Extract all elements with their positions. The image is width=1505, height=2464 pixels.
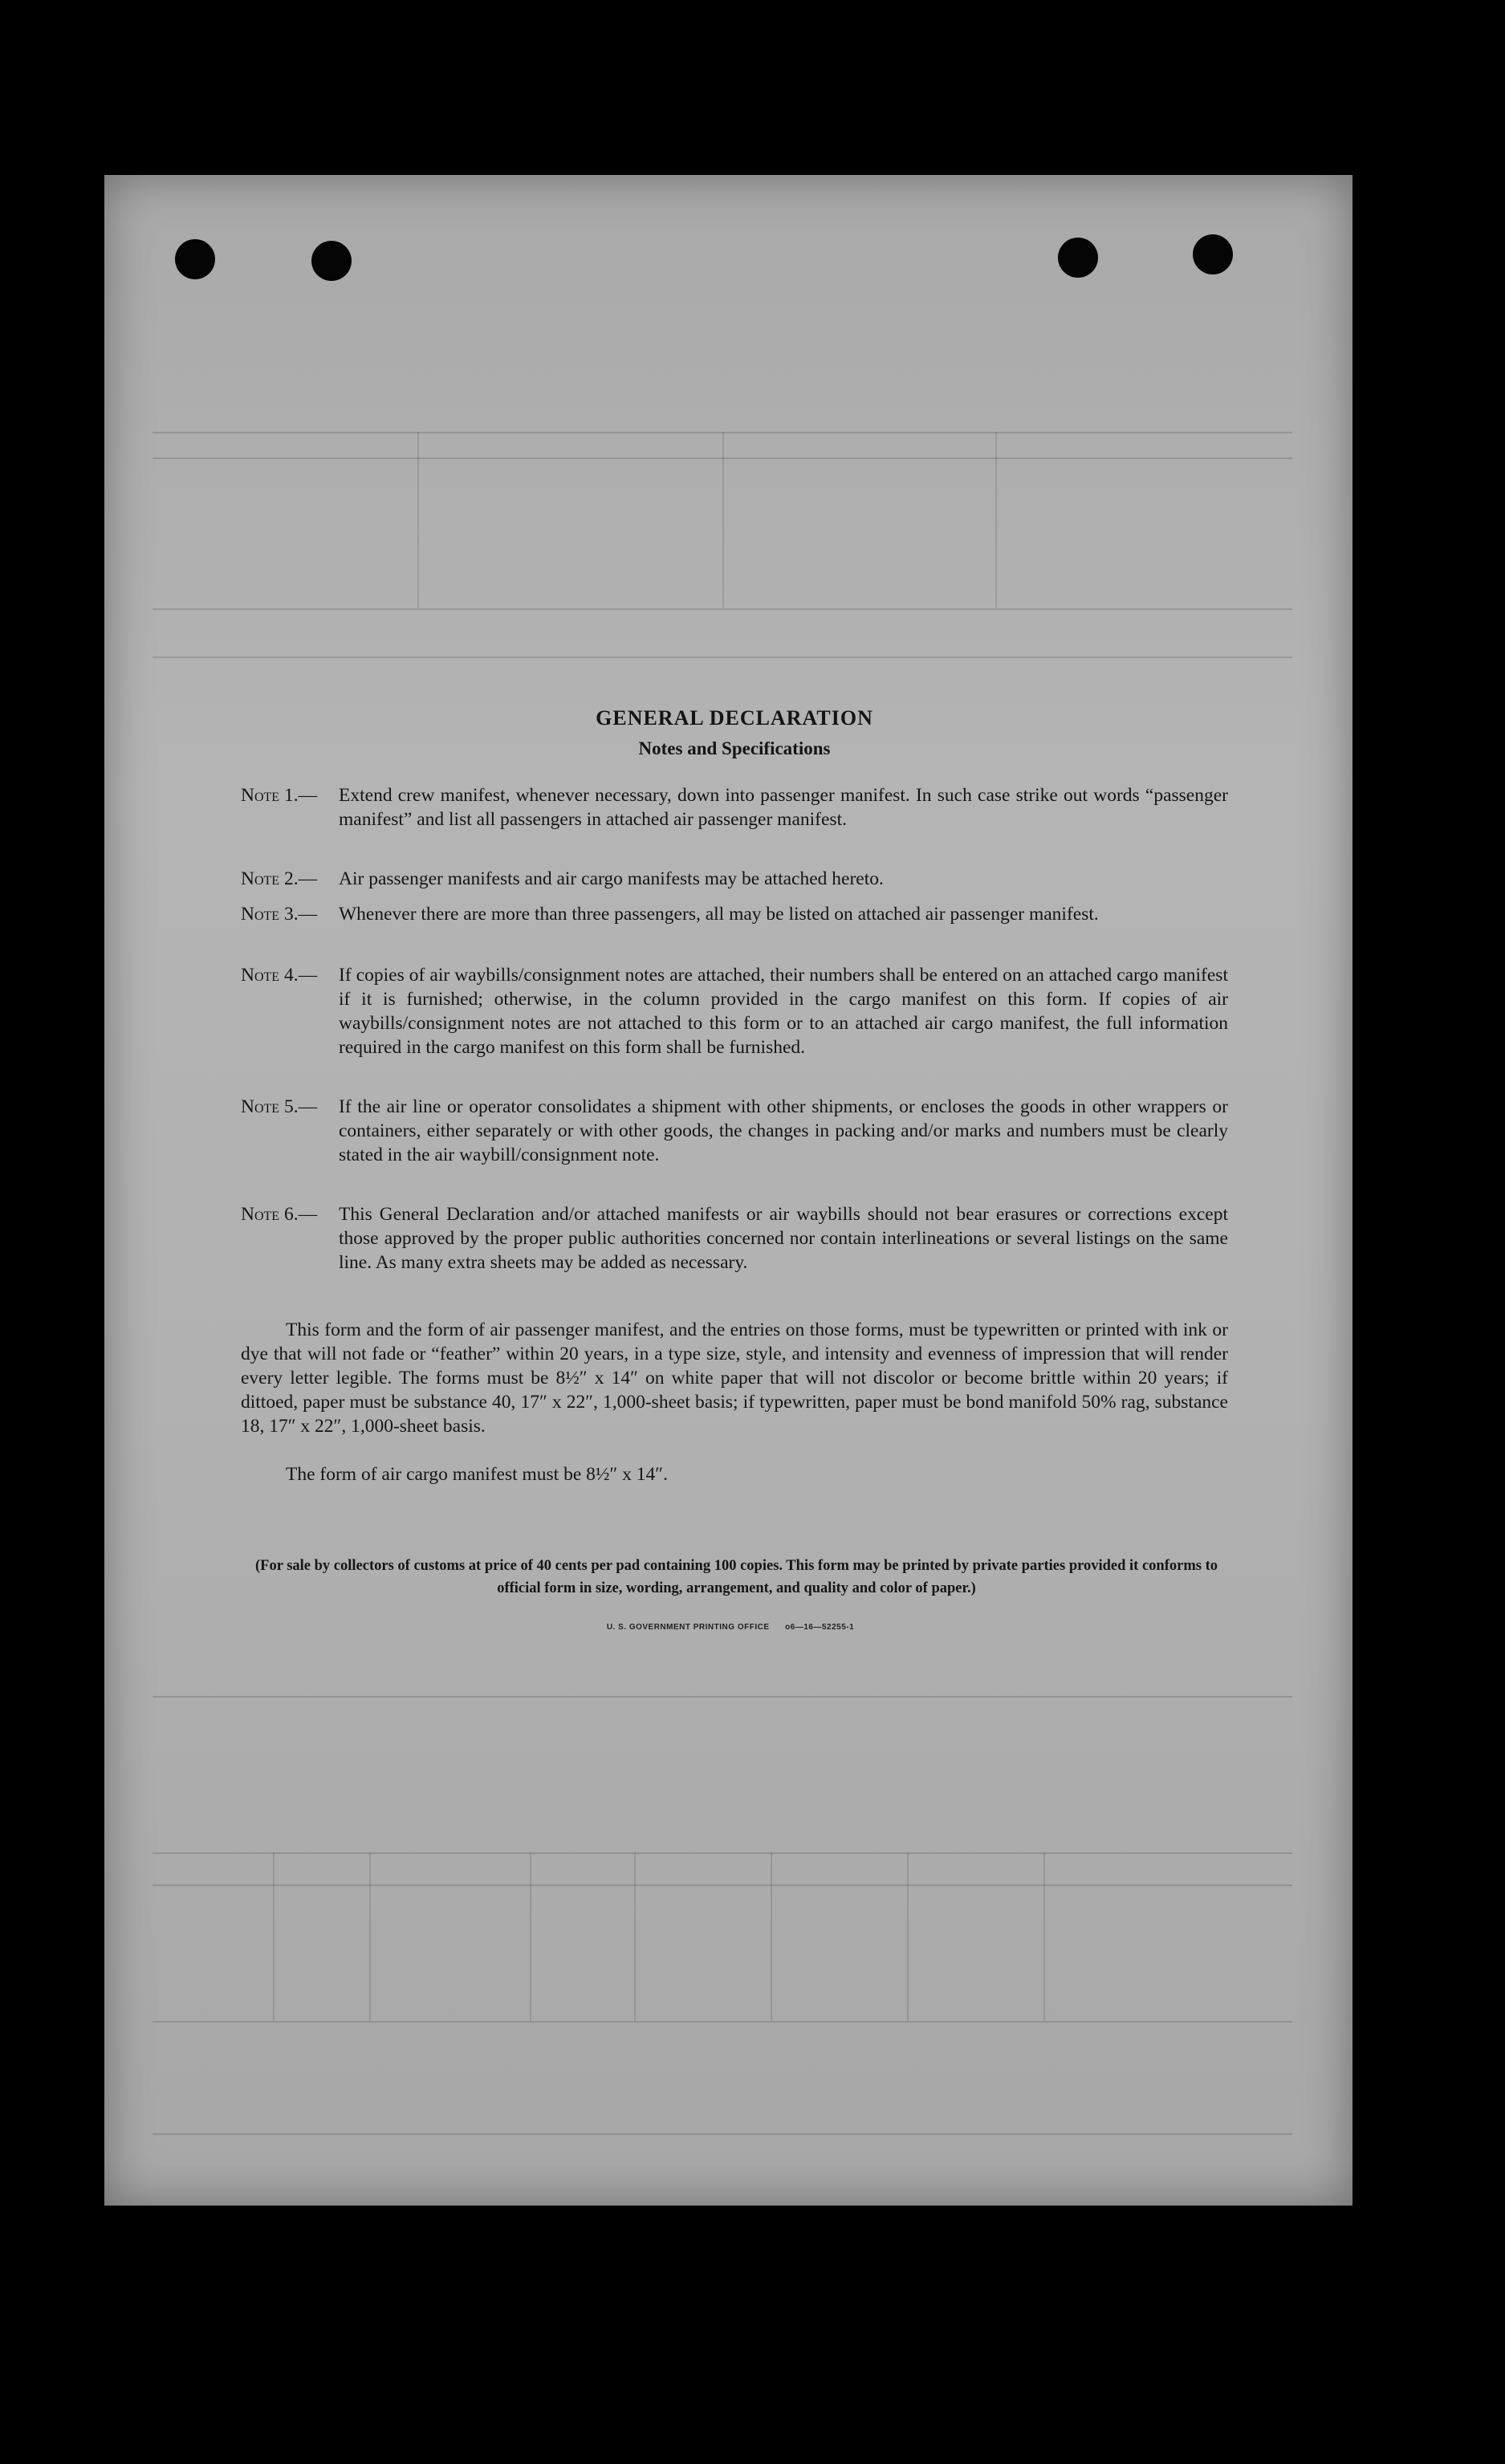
- paper-sheet: [104, 175, 1352, 2206]
- printing-office-line: [562, 1623, 899, 1632]
- bleed-through-rule: [153, 608, 1292, 610]
- punch-hole: [1058, 238, 1098, 278]
- note-text: If the air line or operator consolidates a shipment with other shipments, or encloses the goods in other wrappers or containers, either separately or with other goods, the changes in packing and/or marks and numbers must be clearly stated in the air waybill/consignment note.: [339, 1096, 1228, 1165]
- form-specification-paragraph: This form and the form of air passenger manifest, and the entries on those forms, must be typewritten or printed with ink or dye that will not fade or “feather” within 20 years, in a type size, style, and intensity and evenness of impression that will render every letter legible. The forms must be 8½″ x 14″ on white paper that will not discolor or become brittle within 20 years; if dittoed, paper must be substance 40, 17″ x 22″, 1,000-sheet basis; if typewritten, paper must be bond manifold 50% rag, substance 18, 17″ x 22″, 1,000-sheet basis.: [241, 1319, 1228, 1437]
- note-text: Whenever there are more than three passengers, all may be listed on attached air passenger manifest.: [339, 904, 1099, 925]
- print-code: o6—16—52255-1: [785, 1623, 855, 1632]
- cargo-manifest-size-paragraph: The form of air cargo manifest must be 8½″ x 14″.: [286, 1464, 668, 1485]
- document-subtitle: Notes and Specifications: [638, 738, 831, 758]
- note-label: Note 2.—: [241, 868, 318, 889]
- bleed-through-rule: [153, 1696, 1292, 1698]
- bleed-through-rule: [273, 1852, 275, 2021]
- document-title: GENERAL DECLARATION: [596, 706, 873, 730]
- bleed-through-rule: [722, 432, 724, 608]
- bleed-through-rule: [771, 1852, 772, 2021]
- note-text: Extend crew manifest, whenever necessary, down into passenger manifest. In such case strike out words “passenger manifest” and list all passengers in attached air passenger manifest.: [339, 785, 1228, 830]
- note-3: [241, 902, 1228, 926]
- punch-hole: [311, 241, 352, 281]
- note-text: This General Declaration and/or attached manifests or air waybills should not bear erasures or corrections except those approved by the proper public authorities concerned nor contain interlineations or several listings on the same line. As many extra sheets may be added as necessary.: [339, 1204, 1228, 1273]
- note-1: [241, 783, 1228, 831]
- note-4: [241, 963, 1228, 1059]
- bleed-through-rule: [907, 1852, 909, 2021]
- note-text: Air passenger manifests and air cargo manifests may be attached hereto.: [339, 868, 884, 889]
- bleed-through-rule: [995, 432, 997, 608]
- bleed-through-rule: [369, 1852, 371, 2021]
- note-5: [241, 1095, 1228, 1167]
- note-label: Note 1.—: [241, 785, 318, 806]
- note-label: Note 4.—: [241, 965, 318, 986]
- sale-notice: (For sale by collectors of customs at price of 40 cents per pad containing 100 copies. This form may be printed by private parties provided it conforms to official form in size, wording, arrangement, and quality and color of paper.): [255, 1558, 1218, 1596]
- punch-hole: [175, 239, 215, 279]
- note-text: If copies of air waybills/consignment notes are attached, their numbers shall be entered on an attached cargo manifest if it is furnished; otherwise, in the column provided in the cargo manifest on this form. If copies of air waybills/consignment notes are not attached to this form or to an attached air cargo manifest, the full information required in the cargo manifest on this form shall be furnished.: [339, 965, 1228, 1058]
- bleed-through-rule: [153, 2133, 1292, 2135]
- note-2: [241, 867, 1228, 891]
- bleed-through-rule: [153, 657, 1292, 658]
- bleed-through-rule: [153, 1885, 1292, 1886]
- note-label: Note 3.—: [241, 904, 318, 925]
- bleed-through-rule: [634, 1852, 636, 2021]
- bleed-through-rule: [530, 1852, 531, 2021]
- printing-office: U. S. GOVERNMENT PRINTING OFFICE: [606, 1623, 770, 1632]
- punch-hole: [1193, 234, 1233, 274]
- bleed-through-rule: [1043, 1852, 1045, 2021]
- bleed-through-rule: [153, 1852, 1292, 1854]
- note-6: [241, 1202, 1228, 1275]
- bleed-through-rule: [153, 2021, 1292, 2023]
- bleed-through-rule: [417, 432, 419, 608]
- note-label: Note 6.—: [241, 1204, 318, 1225]
- note-label: Note 5.—: [241, 1096, 318, 1117]
